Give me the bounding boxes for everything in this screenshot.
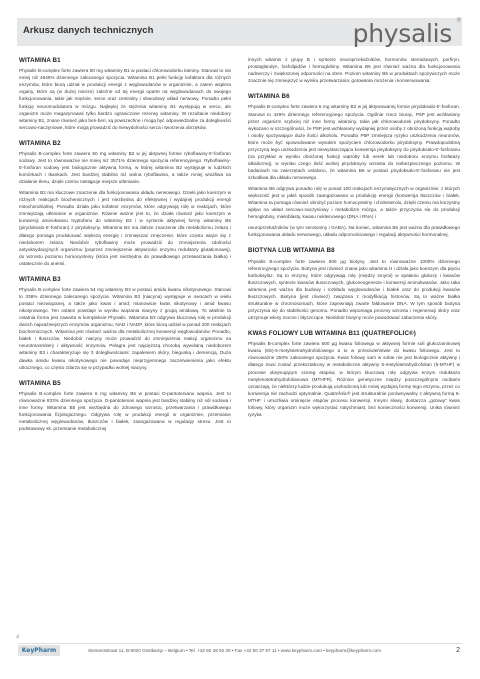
section	[19, 275, 231, 371]
paragraph: Physalis B-complex forte zawiera 54 mg witaminy B3 w postaci amidu kwasu nikotynowego. Stanowi to 338% dziennego zalecanego spożycia. Witamina B3 (niacyna) występuje w owocach w wielu postaci niezwiązanej, a także jako kwas i amid; mianowicie kwas nikotynowy i amid kwasu nikotynowego. Ten ostatni powstaje w wyniku wiązania niacyny z grupą amidową. To właśnie ta ostatnia forma jest zawarta w kompleksie Physalis. Witamina B3 odgrywa kluczową rolę w produkcji dwóch najważniejszych enzymów organizmu, NAD i NADP, które biorą udział w ponad 200 reakcjach biochemicznych. Witamina jest również ważna dla metabolicznej konwersji węglowodanów. Ponadto, białek i tłuszczów. Niedobór niacyny może prowadzić do zmniejszenia reakcji organizmu na neurotransmitery i aktywność enzymów. Pelagra jest najcięższą chorobą wywołaną niedoborem witaminy B3 i charakteryzuje się 3 dolegliwościami: zapaleniem skóry, biegunką i demencją. Duża dawka amidu kwasu nikotynowego nie powoduje nieprzyjemnego zaczerwienienia jako efektu ubocznego, co często zdarza się w przypadku wolnej niacyny.	[19, 287, 231, 370]
registered-mark: ®	[456, 18, 461, 24]
paragraph: Physalis B-complex forte zawiera 50 mg witaminy B2 w jej aktywnej formie ryboflawiny-5'-fosforan sodowy. Jest to równoważne nie mniej niż 3571% dziennego spożycia referencyjnego. Ryboflawiny-5'-fosforan sodowy jest biologicznie aktywną formą, w której witamina B2 występuje w ludzkich komórkach i tkankach. Jest bardziej stabilna niż wolna ryboflawina, a także mniej wrażliwa na działanie tlenu, dzięki czemu nastąpuje miejsze utlenianie.	[19, 151, 231, 185]
footer-address: Siemensstraat 11, B-8020 Oostkamp – Belgium • Tel. +32 50 28 92 30 • Fax +32 50 37 57 11 • www.keypharm.com • keypharm@keypharm.com	[88, 647, 381, 653]
section-title: KWAS FOLIOWY LUB WITAMINA B11 (QUATREFOLIC®)	[248, 330, 416, 338]
paragraph: Physalis B-complex forte zawiera 500 µg biotyny. Jest to równoważne 1000% dziennego referencyjnego spożycia. Biotyna jest również znana jako witamina H i działa jako koenzym dla pięciu karboksylaz. Są to enzymy, które odgrywają rolę (między innymi) w spalaniu glukozy i kwasów tłuszczowych, syntezie kwasów tłuszczowych, glukoneogenezie i konwersji aminokwasów. Jako taka witamina jest ważna dla budowy i rozkładu węglowodanów i białek oraz do produkcji kwasów tłuszczowych. Biotyna (jest również) związana z modyfikacją histonów. Są to ważne białka strukturalne w chromosomach, które zapewniają zwarte fałdowanie DNA. W tym sposób biotyna przyczynia się do stabilności genomu. Ponadto wspomaga procesy wzrostu i regeneracji skóry oraz utrzymuje włosy mocne i błyszczące. Niedobór biotyny może powodować zaburzenia skóry.	[248, 258, 460, 320]
section	[248, 56, 460, 84]
section	[19, 379, 231, 433]
section	[19, 139, 231, 267]
paragraph: Witamina B2 ma kluczowe znaczenie dla funkcjonowania układu nerwowego. Dzieki jako koenzym w różnych reakcjach biochemicznych i jest niezbędna do efektywnej i wydajnej produkcji energii mitochondrialnej. Ponadto działa jako kofaktor enzymów, które odgrywają rolę w reakcjach, które zmniejszają utlenianie w organizmie. Równie ważne jest to, że działa również jako koenzym w konwersji aminokwasu tryptofanu do witaminy B3 i w syntezie aktywnej formy witaminy B6 (pirydoksalo-5'-fosforan) z pirydoksyny. Witamina B2 ma dalsze znaczenie dla metabolizmu żelaza i dlatego pomaga produkować większą energię i zmniejszać zmęczenie, które często wiąże się z niedoborem żelaza. Niedobór ryboflawiny może prowadzić do zmniejszenia zdolności antyoksydacyjnych organizmu (poprzez zmniejszenie aktywności enzymu reduktazy glutationowej), do wzrostu poziomu homocysteiny (która jest niezbędna do prawidłowego przetwarzania białka) i ostatecznie do anemii.	[19, 190, 231, 266]
paragraph: innych witamin z grupy B i syntezie neuroprzekaźników, hormonów steroidowych, porfiryn, prostaglandyn, fosfolipidów i hemoglobiny. Witamina B5 jest również ważna dla funkcjonowania nadnerczy i zwiększonej odporności na stres. Poziom witaminy B5 w produktach spożywczych może znacznie się zmniejszyć w wyniku przetwarzania, gotowania mrożenia i konserwowania.	[248, 57, 460, 84]
brand-logo: physalis	[352, 19, 452, 48]
paragraph: Physalis B-complex forte zawiera 50 mg witaminy B1 w postaci chlorowodorku tiaminy. Stanowi to nie mniej niż 4545% dziennego zalecanego spożycia. Witamina B1 pełni funkcję kofaktora dla różnych enzymów, które biorą udział w produkcji energii z węglowodanów w organizmie, a zatem wspiera organy, które są (w dużej mierze) zależne od tej energii oparte na węglowodanach do swojego funkcjonowania, takie jak mięśnie, serce oraz centralny i obwodowy układ nerwowy. Ponadto pełni funkcję neuromodulatora w mózgu. Najlepiej ze stężenia witaminy B1 występują w sercu, ale organizm może magazynować tylko bardzo ograniczone rezerwy witaminy. W rezultacie niedobory witaminy B1, znane również jako beri-beri, są powszechne i mogą być odpowiedzialne za dolegliwości sercowo-naczyniowe, które mogą prowadzić do niewydolności serca i tworzenia obrzęków.	[19, 68, 231, 130]
section-title: BIOTYNA LUB WITAMINA B8	[248, 247, 335, 255]
left-column	[19, 56, 231, 627]
page-header	[17, 18, 462, 46]
section	[19, 56, 231, 131]
paragraph: Physalis B-complex forte zawiera 6 mg witaminy B2 w jej aktywowanej formie pirydoksalo-5'-fosforan. Stanowi to 429% dziennego referencyjnego spożycia. Ogólnie rzecz biorąc, P5P jest wchłaniany przez organizm szybciej niż inne formy witaminy, takie jak chlorowodorek pirydoksyny. Ponadto wykazano w szczególności, że P5P jest wchłaniany wydajniej przez osoby z obniżoną funkcją wątroby i osoby spożywające duże ilości alkoholu. Ponadto P5P zmniejsza ryzyko uszkodzenia neuronów, które może być spowodowane wysokim spożyciem chlorowodorku pirydoksyny. Prawdopodobną przyczyną tego uszkodzenia jest niewystarczająca konwersja pirydoksyny do pirydoksalo-5'-fosforanu (na przykład w wyniku obniżonej funkcji wątroby lub nerek lub niedoboru enzymu fosfatazy alkalicznej), w wyniku czego ilość wolnej pirydoksyny wzrasta do niebezpiecznego poziomu. W badaniach na zwierzętach ustalono, że witamina B6 w postaci pirydoksalo-5'-fosforanu nie jest szkodliwa dla układu nerwowego.	[248, 104, 460, 180]
section-title: WITAMINA B5	[19, 379, 61, 387]
section-title: WITAMINA B6	[248, 93, 290, 101]
page-footer	[18, 643, 462, 656]
paragraph: Witamina B6 odgrywa ponadto rolę w ponad 100 reakcjach enzymatycznych w organizmie, z których większość jest w jakiś sposób zaangażowana w produkcję energii (konwersja tłuszczów i białek. Witamina ta pomaga również obniżyć poziom homocysteiny i cholesterolu, dzięki czemu ma korzystny wpływ na układ sercowo-naczyniowy i metabolizm mózgu, a także przyczynia się do produkcji hemoglobiny, mieloblasty, kwasu nukleinowego (DNA i RNA) i	[248, 186, 460, 220]
page-number: 2	[456, 646, 460, 654]
section-title: WITAMINA B2	[19, 139, 61, 147]
section	[248, 329, 460, 418]
section	[248, 92, 460, 238]
paragraph: Physalis B-complex forte zawiera 500 µg kwasu foliowego w aktywnej formie soli glukozaminowej kwasu (6S)-5-metylotetrahydrofoliowego a to w przeciwieństwie do kwasu foliowego. Jest to równoważne 250% zalecanego spożycia. Kwas foliowy sam w sobie nie jest biologicznie aktywny i dlatego musi zostać przekształcony w metaboliczne aktywny 5-metylotetrahydrofolian (5-MTHF) w procesie obejmującym szereg etapów, w którym kluczową rolę odgrywa enzym reduktaza metylenotetrahydrofolianowa (MTHFR). Różnice genetyczne między poszczególnymi osobami oznaczają, że niektórzy ludzie produkują uszkodzoną lub mniej wydajną formę tego enzymu, przez co konwersja nie zachodzi optymalnie. Quatrefolic® jest strukturalnie porównywalny z aktywną formą 5-MTHF i umożliwia ominięcie etapów procesu konwersji. Innymi słowy, dostarcza „gotowy” kwas foliowy, który organizm może wykorzystać natychmiast, bez konieczności konwersji. Unika również ryzyka	[248, 341, 460, 417]
section	[248, 246, 460, 321]
keypharm-logo: KeyPharm	[18, 645, 60, 656]
section-title: WITAMINA B1	[19, 57, 61, 64]
document-title: Arkusz danych technicznych	[23, 25, 154, 36]
paragraph: Physalis B-complex forte zawiera 6 mg witaminy B5 w postaci D-pantotenianu wapnia. Jest to równoważne 833% dziennego spożycia. D-pantotenian wapnia jest bardziej stabilny niż sól sodowa i inne formy. Witamina B5 jest niezbędna do zdrowego wzrostu, przetwarzania i prawidłowego funkcjonowania fizjologicznego. Odgrywa rolę w produkcji energii w organizmie, przemianie metabolicznej węglowodanów, tłuszczów i białek, zaangażowana w regulację stresu. Jest to podstawowy sk. przemianie metabolicznej	[19, 390, 231, 432]
side-language-mark: NL	[16, 633, 21, 639]
section-title: WITAMINA B3	[19, 275, 61, 283]
paragraph: neuroprzekaźników (w tym serotoniny i GABA). Na koniec, witamina B6 jest ważna dla prawidłowego funkcjonowania układu nerwowego, układu odpornościowego i regulacji aktywności hormonalnej.	[248, 225, 460, 238]
right-column	[248, 56, 460, 627]
